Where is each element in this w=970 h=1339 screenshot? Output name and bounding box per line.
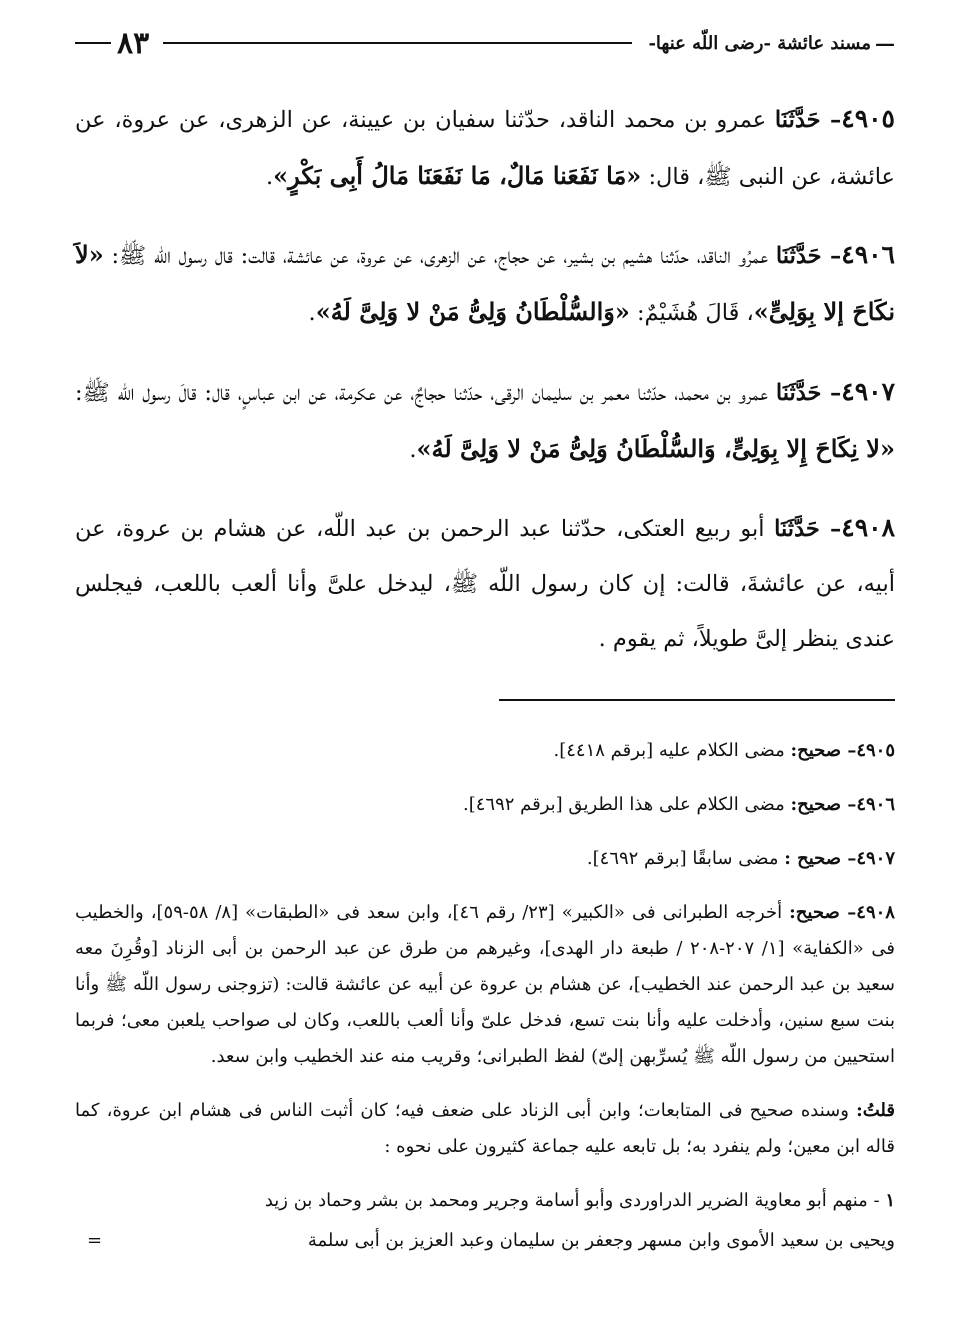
hadith-chain: أبو ربيع العتكى، حدّثنا عبد الرحمن بن عبد اللّه، عن هشام بن عروة، عن أبيه، عن عائشةَ، قالت: إن كان رسول اللّه ﷺ، ليدخل علىَّ وأنا ألعب باللعب، فيجلس عندى ينظر إلىَّ طويلاً، ثم يقوم . <box>75 516 895 652</box>
hadith-number: ٤٩٠٥ <box>841 103 895 133</box>
hadith-opening: – حَدَّثَنَا <box>774 106 842 133</box>
hadith-matn-2: «وَالسُّلْطَانُ وَلِىُّ مَنْ لا وَلِىَّ لَهُ» <box>315 297 630 326</box>
hadith-entry <box>75 91 895 205</box>
hadith-opening: – حَدَّثَنَا <box>775 243 842 269</box>
note-label: قلتُ: <box>856 1100 895 1121</box>
page-header <box>75 18 895 68</box>
hadith-matn: «لا نِكَاحَ إِلا بِوَلِىٍّ، وَالسُّلْطَانُ وَلِىُّ مَنْ لا وَلِىَّ لَهُ» <box>416 433 895 463</box>
hadith-chain: عمرو بن محمد الناقد، حدّثنا سفيان بن عيينة، عن الزهرى، عن عروة، عن عائشة، عن النبى ﷺ، قال: <box>75 106 895 190</box>
hadith-chain: عمرُو الناقد، حدّثنا هشيم بن بشير، عن حجاج، عن الزهرى، عن عروة، عن عائشة، قالت: قال رسول اللّه ﷺ: <box>103 243 776 269</box>
hadith-chain-cont: ، قَالَ هُشَيْمٌ: <box>629 300 754 326</box>
footnote-text: أخرجه الطبرانى فى «الكبير» [٢٣/ رقم ٤٦]، وابن سعد فى «الطبقات» [٨/ ٥٨-٥٩]، والخطيب فى «الكفاية» [١/ ٢٠٧-٢٠٨ / طبعة دار الهدى]، وغيرهم من طرق عن عبد الرحمن بن أبى الزناد [وقُرِنَ معه سعيد بن عبد الرحمن عند الخطيب]، عن هشام بن عروة عن أبيه عن عائشة قالت: (تزوجنى رسول اللّه ﷺ وأنا بنت سبع سنين، وأدخلت عليه وأنا بنت تسع، فدخل علىّ وأنا ألعب باللعب، وكان لى صواحب يلعبن معى؛ فربما استحيين من رسول اللّه ﷺ يُسرِّبهن إلىّ) لفظ الطبرانى؛ وقريب منه عند الخطيب وابن سعد. <box>75 902 895 1067</box>
hadith-tail: . <box>265 163 274 190</box>
footnote-separator-wrap <box>75 677 895 715</box>
hadith-number: ٤٩٠٧ <box>841 376 895 406</box>
hadith-tail: . <box>409 436 417 463</box>
list-item-last-line <box>75 1223 895 1259</box>
page-number: ٨٣ <box>117 25 150 61</box>
running-title: مسند عائشة -رضى اللّه عنها- <box>648 32 871 54</box>
footnote-grade: – صحيح: <box>790 740 857 761</box>
header-left-dash <box>75 42 111 44</box>
hadith-matn: «مَا نَفَعَنا مَالٌ، مَا نَفَعَنَا مَالُ أَبِى بَكْرٍ» <box>273 160 642 190</box>
list-item-last-text: ويحيى بن سعيد الأموى وابن مسهر وجعفر بن سليمان وعبد العزيز بن أبى سلمة <box>307 1230 895 1251</box>
list-item-text: - منهم أبو معاوية الضرير الدراوردى وأبو أسامة وجرير ومحمد بن بشر وحماد بن زيد <box>264 1190 886 1211</box>
hadith-tail: . <box>308 300 316 326</box>
footnote-number: ٤٩٠٨ <box>856 902 895 923</box>
hadith-entry <box>75 364 895 478</box>
footnote-grade: – صحيح: <box>789 902 857 923</box>
footnote-number: ٤٩٠٦ <box>856 794 895 815</box>
footnote-number: ٤٩٠٧ <box>856 848 895 869</box>
hadith-opening: – حَدَّثَنَا <box>774 516 842 542</box>
continuation-mark: = <box>87 1230 103 1251</box>
hadith-entry <box>75 500 895 667</box>
note-text: وسنده صحيح فى المتابعات؛ وابن أبى الزناد على ضعف فيه؛ كان أثبت الناس فى هشام ابن عروة، كما قاله ابن معين؛ ولم ينفرد به؛ بل تابعه عليه جماعة كثيرون على نحوه : <box>75 1100 895 1157</box>
footnote <box>75 895 895 1075</box>
list-item <box>75 1183 895 1219</box>
footnote <box>75 841 895 877</box>
hadith-entry <box>75 227 895 341</box>
footnote-number: ٤٩٠٥ <box>856 740 895 761</box>
hadith-entries <box>75 91 895 668</box>
header-rule <box>163 42 632 44</box>
footnote-text: مضى الكلام على هذا الطريق [برقم ٤٦٩٢]. <box>463 794 791 815</box>
footnotes <box>75 733 895 1259</box>
book-page <box>75 18 895 1318</box>
footnote-text: مضى الكلام عليه [برقم ٤٤١٨]. <box>553 740 791 761</box>
hadith-number: ٤٩٠٦ <box>841 240 895 269</box>
footnote-separator <box>499 699 895 701</box>
hadith-opening: – حَدَّثَنَا <box>775 379 842 406</box>
footnote <box>75 733 895 769</box>
hadith-number: ٤٩٠٨ <box>841 513 895 542</box>
footnote <box>75 787 895 823</box>
list-item-number: ١ <box>885 1190 895 1211</box>
footnote-text: مضى سابقًا [برقم ٤٦٩٢]. <box>586 848 785 869</box>
footnote-grade: – صحيح : <box>784 848 857 869</box>
hadith-matn: «لاَ نكَاحَ إلا بِوَلِىٍّ» <box>75 240 895 326</box>
hadith-chain: عمرو بن محمد، حدّثنا معمر بن سليمان الرقى، حدّثنا حجاجٌ، عن عكرمة، عن ابن عباسٍ، قال: قالَ رسول اللّه ﷺ: <box>75 379 776 406</box>
author-note <box>75 1093 895 1165</box>
footnote-grade: – صحيح: <box>790 794 857 815</box>
header-dash: — <box>875 31 895 55</box>
